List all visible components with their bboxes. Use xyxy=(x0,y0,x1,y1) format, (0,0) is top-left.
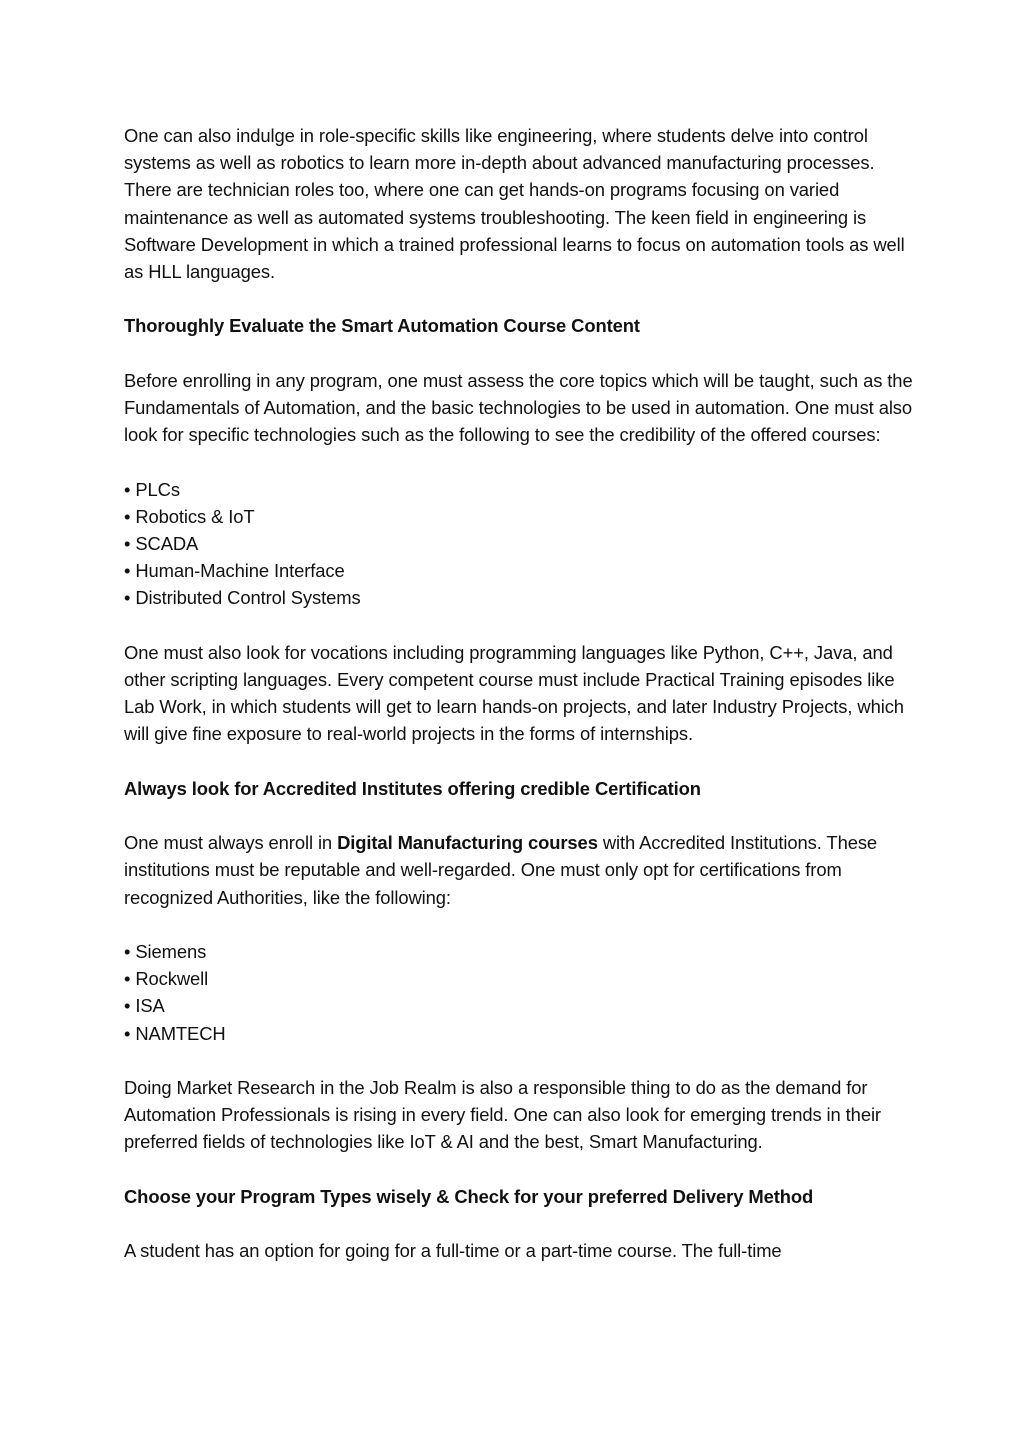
list-item: • Siemens xyxy=(124,938,914,965)
paragraph-programming-languages: One must also look for vocations including programming languages like Python, C++, Java, and other scripting languages. Every competent course must include Practical Training episodes like Lab Work, in which students will get to learn hands-on projects, and later Industry Projects, which will give fine exposure to real-world projects in the forms of internships. xyxy=(124,641,904,745)
list-item: • NAMTECH xyxy=(124,1020,914,1047)
certification-authorities-list xyxy=(124,938,914,1047)
list-item: • Distributed Control Systems xyxy=(124,584,914,611)
paragraph-market-research: Doing Market Research in the Job Realm is also a responsible thing to do as the demand for Automation Professionals is rising in every field. One can also look for emerging trends in their preferred fields of technologies like IoT & AI and the best, Smart Manufacturing. xyxy=(124,1076,881,1153)
paragraph-accredited-institutions xyxy=(124,829,914,911)
document-page xyxy=(124,122,914,1292)
paragraph-core-topics: Before enrolling in any program, one must assess the core topics which will be taught, such as the Fundamentals of Automation, and the basic technologies to be used in automation. One must also look for specific technologies such as the following to see the credibility of the offered courses: xyxy=(124,369,913,446)
list-item: • SCADA xyxy=(124,530,914,557)
list-item: • Rockwell xyxy=(124,965,914,992)
text-run: with Accredited Institutions. These institutions must be reputable and well-regarded. One must only opt for certifications from recognized Authorities, like the following: xyxy=(124,832,878,908)
list-item: • Human-Machine Interface xyxy=(124,557,914,584)
heading-accredited-institutes: Always look for Accredited Institutes offering credible Certification xyxy=(124,777,701,799)
list-item: • Robotics & IoT xyxy=(124,503,914,530)
heading-program-types: Choose your Program Types wisely & Check for your preferred Delivery Method xyxy=(124,1185,814,1207)
list-item: • ISA xyxy=(124,992,914,1019)
heading-evaluate-course-content: Thoroughly Evaluate the Smart Automation Course Content xyxy=(124,315,640,337)
paragraph-full-time-part-time: A student has an option for going for a full-time or a part-time course. The full-time xyxy=(124,1240,782,1262)
bold-text-digital-manufacturing: Digital Manufacturing courses xyxy=(337,832,598,854)
technology-list xyxy=(124,476,914,612)
list-item: • PLCs xyxy=(124,476,914,503)
text-run: One must always enroll in xyxy=(124,832,338,854)
paragraph-role-specific-skills: One can also indulge in role-specific skills like engineering, where students delve into control systems as well as robotics to learn more in-depth about advanced manufacturing processes. There are technician roles too, where one can get hands-on programs focusing on varied maintenance as well as automated systems troubleshooting. The keen field in engineering is Software Development in which a trained professional learns to focus on automation tools as well as HLL languages. xyxy=(124,125,905,283)
